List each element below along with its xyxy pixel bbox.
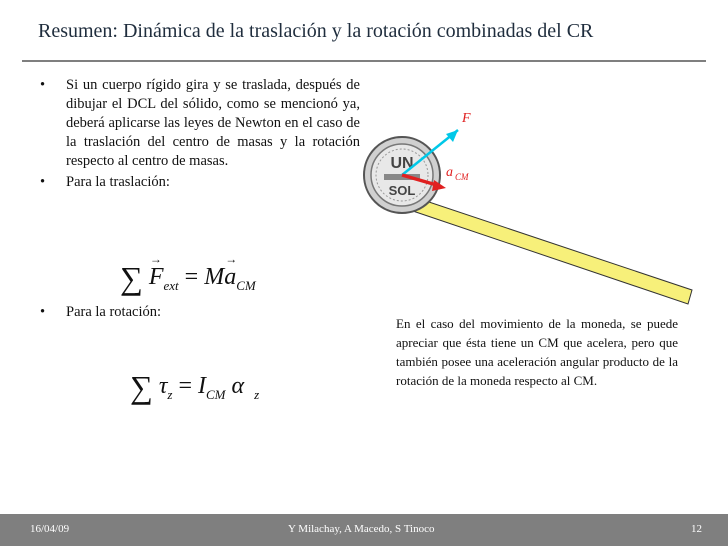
bullet-item [40, 304, 161, 321]
sum-symbol: ∑ [120, 260, 143, 296]
bullet-list [40, 76, 360, 192]
equals-sign: = [178, 373, 193, 399]
title-divider [22, 60, 706, 62]
sum-symbol: ∑ [130, 369, 153, 405]
coin-incline-figure [362, 100, 728, 310]
torque-symbol: τ [158, 373, 168, 399]
slide-title: Resumen: Dinámica de la traslación y la rotación combinadas del CR [38, 20, 594, 42]
force-vector: → F [149, 264, 164, 290]
accel-subscript: CM [236, 278, 256, 293]
bullet-text: Si un cuerpo rígido gira y se traslada, después de dibujar el DCL del sólido, como se mencionó ya, deberá aplicarse las leyes de Newton en el caso de la traslación del centro de masas y la rotación respecto al centro de masas. [66, 77, 360, 169]
footer-authors: Y Milachay, A Macedo, S Tinoco [288, 523, 435, 535]
torque-subscript: z [167, 387, 173, 402]
translation-equation [120, 255, 256, 296]
force-arrowhead-icon [446, 130, 458, 142]
accel-subscript: CM [455, 172, 469, 182]
coin-text-bottom: SOL [388, 183, 416, 198]
bullet-text: Para la rotación: [66, 304, 162, 320]
alpha-subscript: z [254, 387, 260, 402]
explanation-note: En el caso del movimiento de la moneda, se puede apreciar que ésta tiene un CM que acelera, pero que también posee una aceleración angular producto de la rotación de la moneda respecto al CM. [396, 316, 678, 388]
incline-plank [404, 195, 692, 304]
bullet-item [40, 76, 360, 171]
mass-accel: M→ a [204, 264, 236, 290]
slide-footer [0, 514, 728, 546]
accel-label: a [446, 165, 453, 180]
alpha-symbol: α [231, 373, 245, 399]
bullet-dot-icon: • [40, 304, 46, 320]
footer-page-number: 12 [691, 523, 702, 535]
bullet-item [40, 173, 360, 192]
bullet-dot-icon: • [40, 77, 46, 93]
footer-date: 16/04/09 [30, 523, 70, 535]
equals-sign: = [184, 264, 199, 290]
force-label: F [462, 111, 471, 126]
bullet-text: Para la traslación: [66, 174, 170, 190]
inertia-symbol: I [198, 373, 207, 399]
force-subscript: ext [163, 278, 179, 293]
inertia-subscript: CM [206, 387, 226, 402]
coin-text-top: UN [390, 155, 414, 172]
rotation-equation [130, 364, 260, 405]
bullet-dot-icon: • [40, 174, 46, 190]
